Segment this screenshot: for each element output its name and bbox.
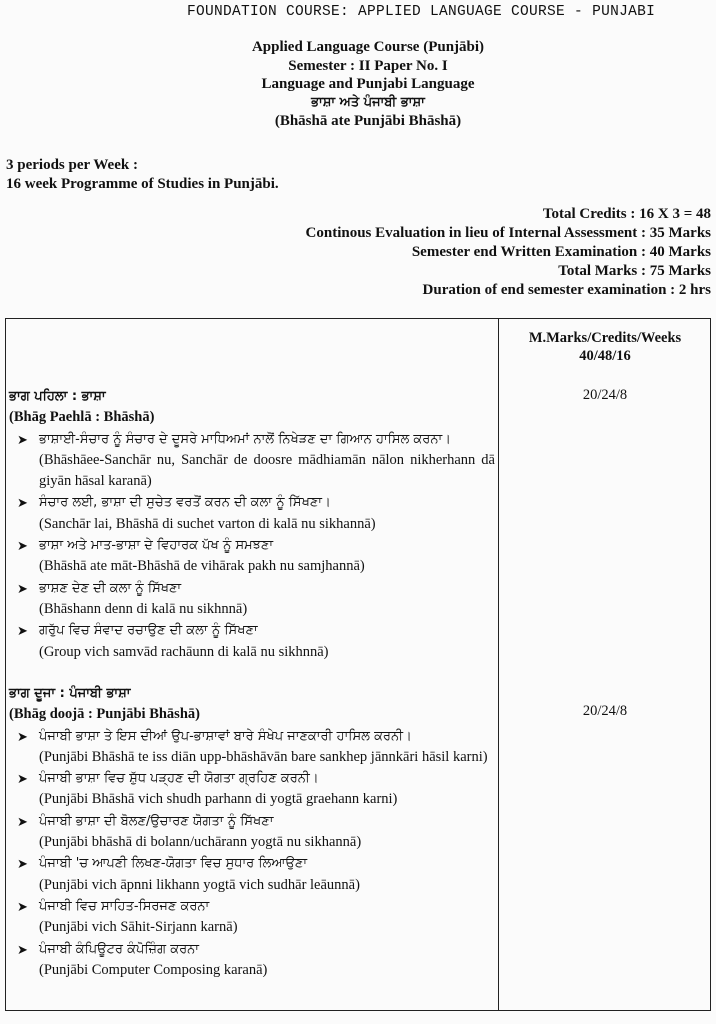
written-exam: Semester end Written Examination : 40 Marks (411, 244, 711, 260)
section-2-marks: 20/24/8 (582, 703, 628, 719)
objective-gurmukhi: ਪੰਜਾਬੀ ਭਾਸ਼ਾ ਤੇ ਇਸ ਦੀਆਂ ਉਪ-ਭਾਸ਼ਾਵਾਂ ਬਾਰੇ ਸੰਖੇਪ ਜਾਣਕਾਰੀ ਹਾਸਿਲ ਕਰਨੀ। (39, 728, 412, 744)
objective-item (9, 429, 495, 493)
arrow-bullet-icon: ➤ (17, 538, 28, 554)
arrow-bullet-icon: ➤ (17, 898, 28, 914)
objective-gurmukhi: ਭਾਸ਼ਾ ਅਤੇ ਮਾਤ-ਭਾਸ਼ਾ ਦੇ ਵਿਹਾਰਕ ਪੱਖ ਨੂੰ ਸਮਝਣਾ (39, 538, 274, 554)
marks-header-values: 40/48/16 (579, 348, 631, 364)
credits-block (306, 205, 711, 300)
course-title-block (0, 38, 716, 131)
arrow-bullet-icon: ➤ (17, 813, 28, 829)
exam-duration: Duration of end semester examination : 2 hrs (422, 282, 711, 298)
objective-transliteration: (Bhāshāee-Sanchār nu, Sanchār de doosre mādhiamān nālon nikherhann dā giyān hāsal karanā) (39, 451, 495, 490)
arrow-bullet-icon: ➤ (17, 856, 28, 872)
arrow-bullet-icon: ➤ (17, 771, 28, 787)
objective-item (9, 939, 495, 982)
section-title-roman: (Bhāg doojā : Punjābi Bhāshā) (9, 706, 200, 723)
objective-item (9, 853, 495, 896)
arrow-bullet-icon: ➤ (17, 431, 28, 447)
section-items (9, 726, 495, 982)
objective-item (9, 768, 495, 811)
semester-paper: Semester : II Paper No. I (288, 57, 448, 74)
objective-gurmukhi: ਪੰਜਾਬੀ 'ਚ ਆਪਣੀ ਲਿਖਣ-ਯੋਗਤਾ ਵਿਚ ਸੁਧਾਰ ਲਿਆਉਣਾ (39, 856, 308, 872)
objective-gurmukhi: ਭਾਸ਼ਾਈ-ਸੰਚਾਰ ਨੂੰ ਸੰਚਾਰ ਦੇ ਦੂਸਰੇ ਮਾਧਿਅਮਾਂ ਨਾਲੋਂ ਨਿਖੇੜਣ ਦਾ ਗਿਆਨ ਹਾਸਿਲ ਕਰਨਾ। (39, 431, 451, 447)
objective-transliteration: (Punjābi vich Sāhit-Sirjann karnā) (39, 919, 238, 936)
programme-weeks: 16 week Programme of Studies in Punjābi. (6, 175, 279, 192)
arrow-bullet-icon: ➤ (17, 623, 28, 639)
objective-item (9, 578, 495, 621)
course-title: Applied Language Course (Punjābi) (251, 39, 485, 55)
objective-gurmukhi: ਪੰਜਾਬੀ ਭਾਸ਼ਾ ਵਿਚ ਸ਼ੁੱਧ ਪੜ੍ਹਣ ਦੀ ਯੋਗਤਾ ਗ੍ਰਹਿਣ ਕਰਨੀ। (39, 771, 319, 787)
objective-gurmukhi: ਪੰਜਾਬੀ ਭਾਸ਼ਾ ਦੀ ਬੋਲਣ/ਉਚਾਰਣ ਯੋਗਤਾ ਨੂੰ ਸਿੱਖਣਾ (39, 813, 274, 829)
objective-transliteration: (Bhāshā ate māt-Bhāshā de vihārak pakh nu samjhannā) (39, 558, 365, 575)
paper-title: Language and Punjabi Language (261, 76, 475, 92)
objective-transliteration: (Punjābi vich āpnni likhann yogtā vich sudhār leāunnā) (39, 876, 360, 893)
marks-header (500, 329, 710, 365)
objective-transliteration: (Punjābi Computer Composing karanā) (39, 961, 268, 978)
syllabus-table (5, 318, 711, 1011)
arrow-bullet-icon: ➤ (17, 728, 28, 744)
objective-item (9, 620, 495, 663)
running-header: FOUNDATION COURSE: APPLIED LANGUAGE COURSE - PUNJABI (187, 4, 656, 20)
objective-item (9, 492, 495, 535)
objective-gurmukhi: ਭਾਸ਼ਣ ਦੇਣ ਦੀ ਕਲਾ ਨੂੰ ਸਿੱਖਣਾ (39, 580, 182, 596)
section-1-marks: 20/24/8 (582, 387, 628, 403)
section-title-roman: (Bhāg Paehlā : Bhāshā) (9, 409, 155, 426)
total-marks: Total Marks : 75 Marks (558, 263, 711, 279)
objective-gurmukhi: ਗਰੁੱਪ ਵਿਚ ਸੰਵਾਦ ਰਚਾਉਣ ਦੀ ਕਲਾ ਨੂੰ ਸਿੱਖਣਾ (39, 623, 258, 639)
objective-item (9, 535, 495, 578)
arrow-bullet-icon: ➤ (17, 495, 28, 511)
total-credits: Total Credits : 16 X 3 = 48 (542, 206, 711, 222)
objective-transliteration: (Sanchār lai, Bhāshā di suchet varton di kalā nu sikhannā) (39, 515, 376, 532)
marks-header-label: M.Marks/Credits/Weeks (528, 330, 682, 346)
objective-transliteration: (Punjābi Bhāshā te iss diān upp-bhāshāvān bare sankhep jānnkāri hāsil karni) (39, 748, 488, 765)
objective-item (9, 811, 495, 854)
objective-transliteration: (Punjābi Bhāshā vich shudh parhann di yogtā graehann karni) (39, 791, 398, 808)
objective-transliteration: (Group vich samvād rachāunn di kalā nu sikhnnā) (39, 643, 329, 660)
section-1 (9, 386, 495, 663)
periods-block (6, 156, 279, 193)
objective-item (9, 726, 495, 769)
arrow-bullet-icon: ➤ (17, 941, 28, 957)
periods-per-week: 3 periods per Week : (6, 157, 138, 173)
section-title-gurmukhi: ਭਾਗ ਪਹਿਲਾ : ਭਾਸ਼ਾ (9, 389, 106, 404)
objective-transliteration: (Punjābi bhāshā di bolann/uchārann yogtā nu sikhannā) (39, 834, 362, 851)
column-divider (498, 319, 499, 1010)
arrow-bullet-icon: ➤ (17, 580, 28, 596)
section-title-gurmukhi: ਭਾਗ ਦੂਜਾ : ਪੰਜਾਬੀ ਭਾਸ਼ਾ (9, 686, 131, 701)
objective-transliteration: (Bhāshann denn di kalā nu sikhnnā) (39, 600, 248, 617)
objective-item (9, 896, 495, 939)
paper-title-gurmukhi: ਭਾਸ਼ਾ ਅਤੇ ਪੰਜਾਬੀ ਭਾਸ਼ਾ (311, 94, 425, 110)
paper-title-roman: (Bhāshā ate Punjābi Bhāshā) (274, 113, 462, 129)
objective-gurmukhi: ਸੰਚਾਰ ਲਈ, ਭਾਸ਼ਾ ਦੀ ਸੁਚੇਤ ਵਰਤੋਂ ਕਰਨ ਦੀ ਕਲਾ ਨੂੰ ਸਿੱਖਣਾ। (39, 495, 331, 511)
internal-assessment: Continous Evaluation in lieu of Internal Assessment : 35 Marks (305, 225, 711, 241)
objective-gurmukhi: ਪੰਜਾਬੀ ਵਿਚ ਸਾਹਿਤ-ਸਿਰਜਣ ਕਰਨਾ (39, 898, 210, 914)
section-2 (9, 683, 495, 981)
objective-gurmukhi: ਪੰਜਾਬੀ ਕੰਪਿਊਟਰ ਕੰਪੋਜ਼ਿੰਗ ਕਰਨਾ (39, 941, 199, 957)
section-items (9, 429, 495, 663)
